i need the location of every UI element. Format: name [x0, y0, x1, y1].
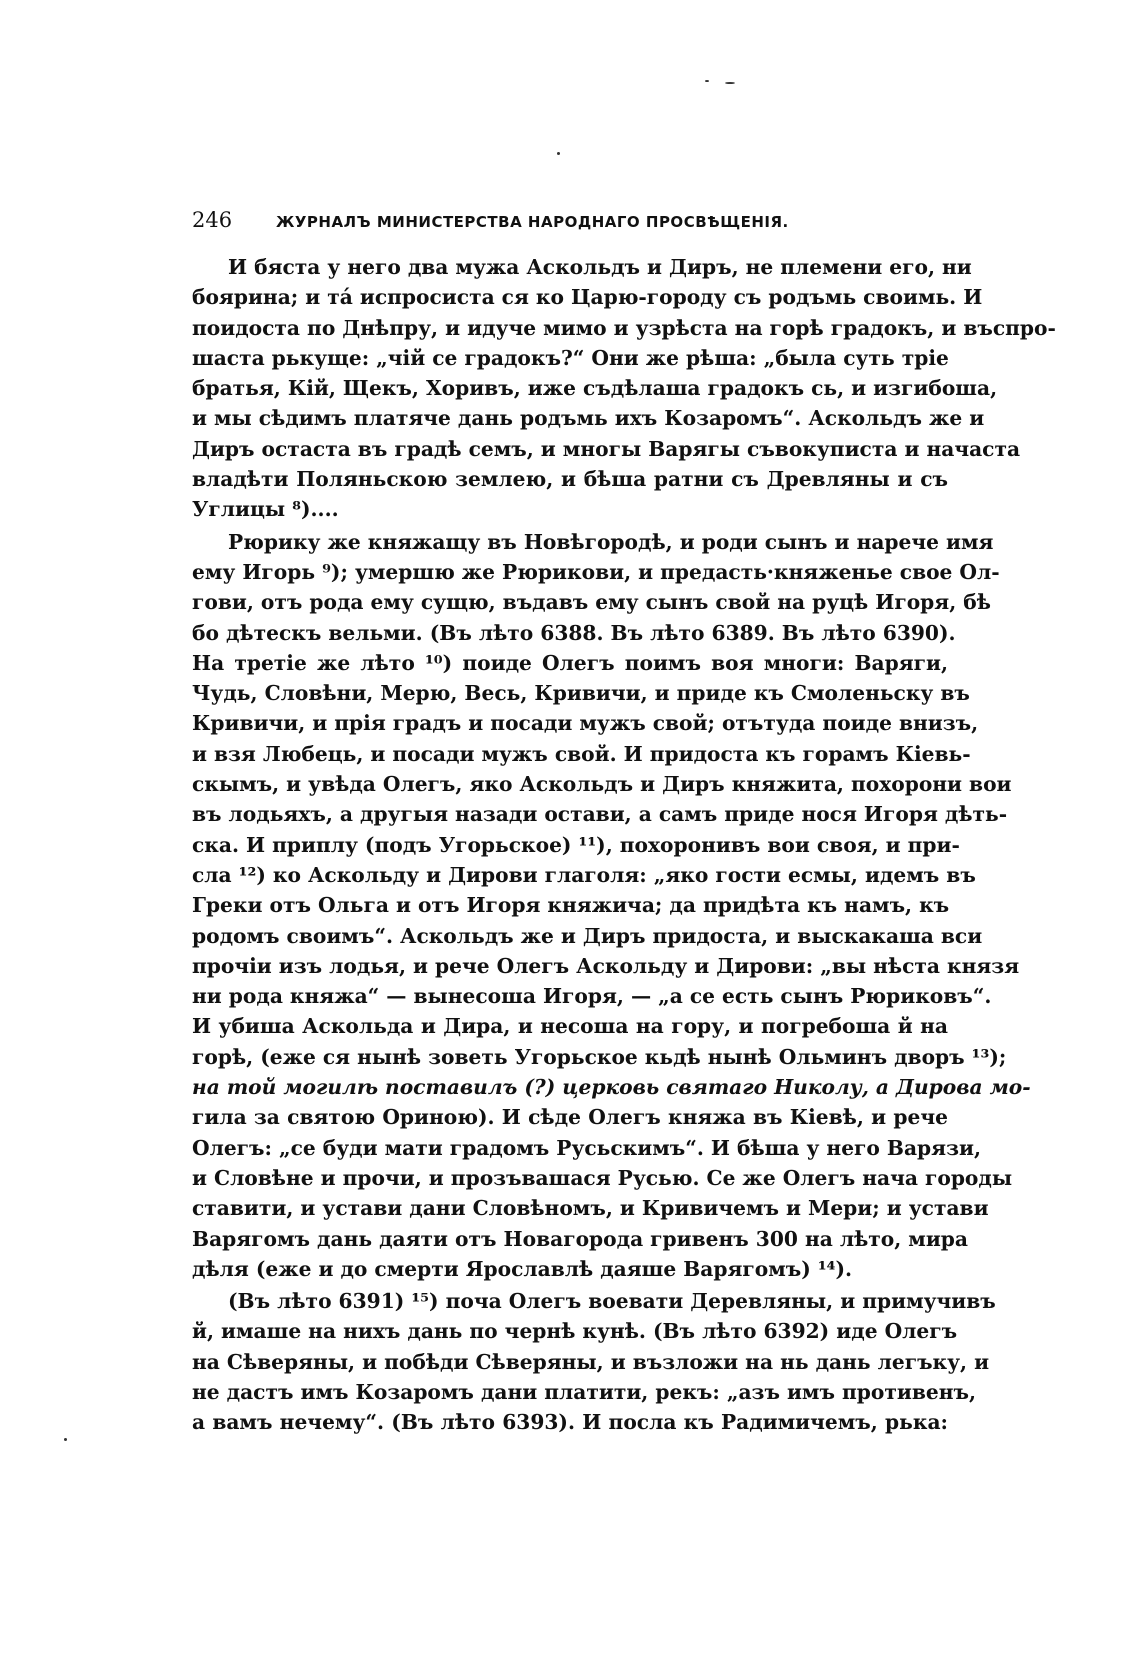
text-line: на Сѣверяны, и побѣди Сѣверяны, и възложи на нь дань легъку, и — [192, 1349, 990, 1374]
text-line: и Словѣне и прочи, и прозъвашася Русью. Се же Олегъ нача городы — [192, 1165, 1013, 1190]
text-line: гила за святою Ориною). И сѣде Олегъ княжа въ Кіевѣ, и рече — [192, 1105, 948, 1130]
text-line: не дастъ имъ Козаромъ дани платити, рекъ: „азъ имъ противенъ, — [192, 1379, 976, 1404]
text-line: родомъ своимъ“. Аскольдъ же и Диръ придоста, и выскакаша вси — [192, 923, 983, 948]
text-line: боярина; и тá испросиста ся ко Царю-городу съ родъмь своимь. И — [192, 285, 983, 310]
text-line: и мы сѣдимъ платяче дань родъмь ихъ Козаромъ“. Аскольдъ же и — [192, 406, 985, 431]
text-line: шаста рькуще: „чій се градокъ?“ Они же рѣша: „была суть тріе — [192, 345, 949, 370]
text-line: гови, отъ рода ему сущю, въдавъ ему сынъ свой на руцѣ Игоря, бѣ — [192, 590, 991, 615]
text-line: на той могилѣ поставилъ (?) церковь святаго Николу, а Дирова мо- — [192, 1075, 1031, 1100]
text-line: владѣти Поляньскою землею, и бѣша ратни съ Древляны и съ — [192, 467, 948, 492]
paragraph — [192, 1286, 996, 1437]
text-line: Кривичи, и прія градъ и посади мужъ свой; отътуда поиде внизъ, — [192, 711, 979, 736]
text-line: сла ¹²) ко Аскольду и Дирови глаголя: „яко гости есмы, идемъ въ — [192, 862, 976, 887]
text-line: бо дѣтескъ вельми. (Въ лѣто 6388. Въ лѣто 6389. Въ лѣто 6390). — [192, 620, 956, 645]
text-line: и взя Любець, и посади мужъ свой. И придоста къ горамъ Кіевь- — [192, 741, 971, 766]
text-line: а вамъ нечему“. (Въ лѣто 6393). И посла къ Радимичемъ, рька: — [192, 1410, 948, 1435]
text-line: ни рода княжа“ — вынесоша Игоря, — „а се есть сынъ Рюриковъ“. — [192, 984, 992, 1009]
text-line: въ лодьяхъ, а другыя назади остави, а самъ приде нося Игоря дѣть- — [192, 802, 1008, 827]
text-line: На третіе же лѣто ¹⁰) поиде Олегъ поимъ воя многи: Варяги, — [192, 650, 948, 675]
page-header — [192, 208, 948, 238]
text-line: ему Игорь ⁹); умершю же Рюрикови, и предасть·княженье свое Ол- — [192, 559, 1000, 584]
text-line: Диръ остаста въ градѣ семъ, и многы Варягы съвокуписта и начаста — [192, 436, 1021, 461]
running-title: ЖУРНАЛЪ МИНИСТЕРСТВА НАРОДНАГО ПРОСВѢЩЕНІЯ. — [276, 213, 789, 231]
text-line: Рюрику же княжащу въ Новѣгородѣ, и роди сынъ и нарече имя — [228, 529, 994, 554]
text-line: ска. И приплу (подъ Угорьское) ¹¹), похоронивъ вои своя, и при- — [192, 832, 960, 857]
scan-speck — [557, 152, 560, 155]
paragraph — [192, 527, 1031, 1284]
text-line: Углицы ⁸).... — [192, 497, 339, 522]
text-line: И убиша Аскольда и Дира, и несоша на гору, и погребоша й на — [192, 1014, 948, 1039]
text-line: Олегъ: „се буди мати градомъ Русьскимъ“. И бѣша у него Варязи, — [192, 1135, 981, 1160]
body-text — [192, 252, 1056, 1440]
paragraph — [192, 252, 1056, 525]
text-line: (Въ лѣто 6391) ¹⁵) поча Олегъ воевати Деревляны, и примучивъ — [228, 1289, 996, 1314]
text-line: Греки отъ Ольга и отъ Игоря княжича; да придѣта къ намъ, къ — [192, 893, 950, 918]
text-line: дѣля (еже и до смерти Ярославлѣ даяше Варягомъ) ¹⁴). — [192, 1256, 853, 1281]
text-line: й, имаше на нихъ дань по чернѣ кунѣ. (Въ лѣто 6392) иде Олегъ — [192, 1319, 958, 1344]
text-line: прочіи изъ лодья, и рече Олегъ Аскольду и Дирови: „вы нѣста князя — [192, 953, 1020, 978]
text-line: Варягомъ дань даяти отъ Новагорода гривенъ 300 на лѣто, мира — [192, 1226, 969, 1251]
scan-speck — [64, 1438, 67, 1441]
page-number: 246 — [192, 208, 233, 232]
text-line: поидоста по Днѣпру, и идуче мимо и узрѣста на горѣ градокъ, и въспро- — [192, 315, 1056, 340]
text-line: ставити, и устави дани Словѣномъ, и Кривичемъ и Мери; и устави — [192, 1196, 989, 1221]
scan-speck — [725, 82, 735, 84]
text-line: И бяста у него два мужа Аскольдъ и Диръ, не племени его, ни — [228, 255, 972, 279]
text-line: скымъ, и увѣда Олегъ, яко Аскольдъ и Диръ княжита, похорони вои — [192, 772, 1012, 797]
scan-speck — [705, 80, 709, 82]
text-line: Чудь, Словѣни, Мерю, Весь, Кривичи, и приде къ Смоленьску въ — [192, 681, 970, 706]
text-line: братья, Кій, Щекъ, Хоривъ, иже съдѣлаша градокъ сь, и изгибоша, — [192, 376, 998, 401]
text-line: горѣ, (еже ся нынѣ зоветь Угорьское кьдѣ нынѣ Ольминъ дворъ ¹³); — [192, 1044, 1007, 1069]
